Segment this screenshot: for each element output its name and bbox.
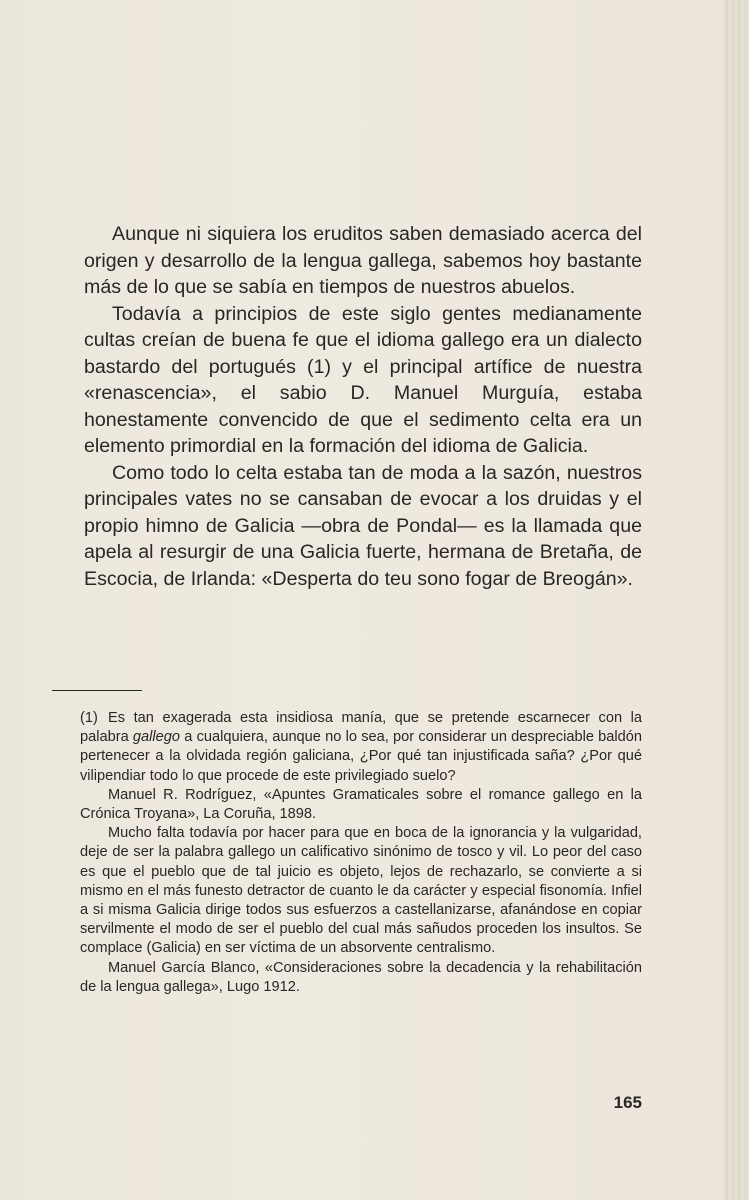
footnote-italic-word: gallego xyxy=(132,729,180,746)
paragraph: Aunque ni siquiera los eruditos saben demasiado acerca del origen y desarrollo de la lengua gallega, sabemos hoy bastante más de lo que se sabía en tiempos de nuestros abuelos. xyxy=(84,223,642,298)
footnote-marker: (1) xyxy=(80,710,98,726)
main-text xyxy=(84,221,642,592)
footnote-paragraph xyxy=(80,709,642,786)
footnote-text: a cualquiera, aunque no lo sea, por considerar un despreciable baldón pertenecer a la olvidada región galiciana, ¿Por qué tan injustificada saña? ¿Por qué vilipendiar todo lo que procede de este privilegiado suelo? xyxy=(80,729,642,784)
book-spine-edge xyxy=(723,0,749,1200)
footnote-divider xyxy=(52,690,142,691)
footnote-citation: Manuel García Blanco, «Consideraciones sobre la decadencia y la rehabilitación de la lengua gallega», Lugo 1912. xyxy=(80,959,642,995)
page-number: 165 xyxy=(613,1093,642,1112)
footnote-text: Es tan exagerada esta insidiosa manía, que se pretende escarnecer con la palabra xyxy=(80,710,642,746)
footnotes xyxy=(80,709,642,997)
footnote-citation: Manuel R. Rodríguez, «Apuntes Gramaticales sobre el romance gallego en la Crónica Troyana», La Coruña, 1898. xyxy=(80,786,642,823)
paragraph: Como todo lo celta estaba tan de moda a la sazón, nuestros principales vates no se cansaban de evocar a los druidas y el propio himno de Galicia —obra de Pondal— es la llamada que apela al resurgir de una Galicia fuerte, hermana de Bretaña, de Escocia, de Irlanda: «Desperta do teu sono fogar de Breogán». xyxy=(84,461,642,590)
paragraph: Todavía a principios de este siglo gentes medianamente cultas creían de buena fe que el idioma gallego era un dialecto bastardo del portugués (1) y el principal artífice de nuestra «renascencia», el sabio D. Manuel Murguía, estaba honestamente convencido de que el sedimento celta era un elemento primordial en la formación del idioma de Galicia. xyxy=(84,302,642,457)
footnote-paragraph: Mucho falta todavía por hacer para que en boca de la ignorancia y la vulgaridad, deje de ser la palabra gallego un calificativo sinónimo de tosco y vil. Lo peor del caso es que el pueblo que de tal juicio es objeto, lejos de rechazarlo, se convierte a si mismo en el más funesto detractor de cuanto le da carácter y especial fisonomía. Infiel a si misma Galicia dirige todos sus esfuerzos a castellanizarse, afanándose en copiar servilmente el modo de ser el pueblo del cual más sañudos proceden los insultos. Se complace (Galicia) en ser víctima de un absorvente centralismo. xyxy=(80,825,642,957)
